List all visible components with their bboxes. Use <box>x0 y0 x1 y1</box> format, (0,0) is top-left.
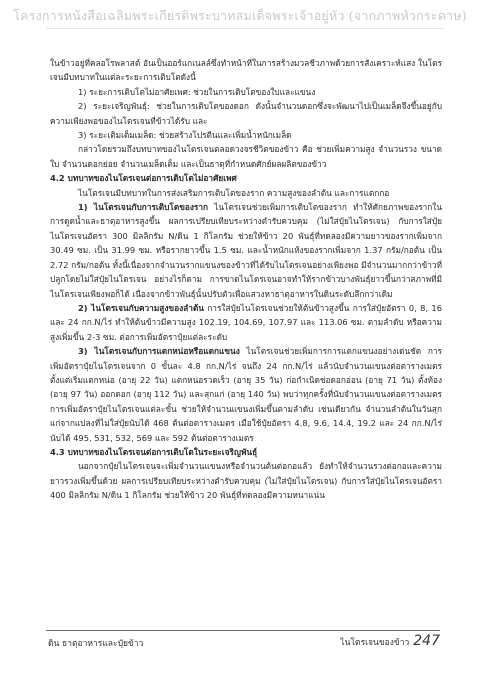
header-divider <box>46 28 444 29</box>
subsection-paragraph <box>50 200 442 301</box>
list-item: 3) ระยะเติมเต็มเมล็ด: ช่วยสร้างโปรตีนและเพิ่มน้ำหนักเมล็ด <box>78 130 292 141</box>
page-number: 247 <box>413 633 440 649</box>
paragraph: กล่าวโดยรวมถึงบทบาทของไนโตรเจนตลอดวงจรชีวิตของข้าว คือ ช่วยเพิ่มความสูง จำนวนรวง ขนาดใบ จำนวนดอกย่อย จำนวนเมล็ดเต็ม และเป็นธาตุที่กำหนดศักย์ผลผลิตของข้าว <box>50 144 442 169</box>
subsection-title: 2) ไนโตรเจนกับความสูงของลำต้น <box>78 302 204 313</box>
paragraph: นอกจากปุ๋ยไนโตรเจนจะเพิ่มจำนวนแขนงหรือจำนวนต้นต่อกอแล้ว ยังทำให้จำนวนรวงต่อกอและความยาวรวงเพิ่มขึ้นด้วย ผลการเปรียบเทียบระหว่างตำรับควบคุม (ไม่ใส่ปุ๋ยไนโตรเจน) กับการใส่ปุ๋ยไนโตรเจนอัตรา 400 มิลลิกรัม N/ดิน 1 กิโลกรัม ช่วยให้ข้าว 20 พันธุ์ที่ทดลองมีความหนาแน่น <box>50 461 442 501</box>
paragraph: ในข้าวอยู่ที่คลอโรพลาสต์ อันเป็นออร์แกเนลล์ซึ่งทำหน้าที่ในการสร้างมวลชีวภาพด้วยการสังเคราะห์แสง ในโตรเจนมีบทบาทในแต่ละระยะการเติบโตดังนี้ <box>50 58 442 83</box>
footer-chapter <box>340 633 440 649</box>
footer-chapter-title: ไนโตรเจนของข้าว <box>340 638 410 648</box>
footer-book-title: ดิน ธาตุอาหารและปุ๋ยข้าว <box>48 639 144 649</box>
subsection-text: ไนโตรเจนช่วยเพิ่มการเติบโตของราก ทำให้ศักยภาพของรากในการดูดน้ำและธาตุอาหารสูงขึ้น ผลการเปรียบเทียบระหว่างตำรับควบคุม (ไม่ใส่ปุ๋ยไนโตรเจน) กับการใส่ปุ๋ยไนโตรเจนอัตรา 300 มิลลิกรัม N/ดิน 1 กิโลกรัม ช่วยให้ข้าว 20 พันธุ์ที่ทดลองมีความยาวของรากเพิ่มจาก 30.49 ซม. เป็น 31.99 ซม. หรือรากยาวขึ้น 1.5 ซม. และน้ำหนักแห้งของรากเพิ่มจาก 1.37 กรัม/กอต้น เป็น 2.72 กรัม/กอต้น ทั้งนี้เนื่องจากจำนวนรากแขนงของข้าวที่ได้รับไนโตรเจนอย่างเพียงพอ มีจำนวนมากกว่าข้าวที่ปลูกโดยไม่ใส่ปุ๋ยไนโตรเจน อย่างไรก็ตาม การขาดไนโตรเจนอาจทำให้รากข้าวบางพันธุ์ยาวขึ้นกว่าสภาพที่มีไนโตรเจนเพียงพอก็ได้ เนื่องจากข้าวพันธุ์นั้นปรับตัวเพื่อแสวงหาธาตุอาหารในดินระดับลึกกว่าเดิม <box>50 202 443 299</box>
paragraph: ไนโตรเจนมีบทบาทในการส่งเสริมการเติบโตของราก ความสูงของลำต้น และการแตกกอ <box>78 187 390 198</box>
list-item: 2) ระยะเจริญพันธุ์: ช่วยในการเติบโตของดอก ดังนั้นจำนวนดอกซึ่งจะพัฒนาไปเป็นเมล็ดจึงขึ้นอยู่กับความเพียงพอของไนโตรเจนที่ข้าวได้รับ และ <box>50 101 442 126</box>
page-footer <box>46 630 440 651</box>
section-heading: 4.3 บทบาทของไนโตรเจนต่อการเติบโตในระยะเจริญพันธุ์ <box>50 446 258 457</box>
running-header: โครงการหนังสือเฉลิมพระเกียรติพระบาทสมเด็จพระเจ้าอยู่หัว (จากภาพหัวกระดาษ) <box>13 8 467 23</box>
page-body <box>50 56 442 503</box>
subsection-text: การใส่ปุ๋ยไนโตรเจนช่วยให้ต้นข้าวสูงขึ้น การใส่ปุ๋ยอัตรา 0, 8, 16 และ 24 กก.N/ไร่ ทำให้ต้นข้าวมีความสูง 102.19, 104.69, 107.97 และ 113.06 ซม. ตามลำดับ หรือความสูงเพิ่มขึ้น 2-3 ซม. ต่อการเพิ่มอัตราปุ๋ยแต่ละระดับ <box>50 302 442 342</box>
list-item: 1) ระยะการเติบโตไม่อาศัยเพศ: ช่วยในการเติบโตของใบและแขนง <box>78 86 316 97</box>
subsection-paragraph <box>50 344 442 445</box>
subsection-text: ไนโตรเจนช่วยเพิ่มการการแตกแขนงอย่างเด่นชัด การเพิ่มอัตราปุ๋ยไนโตรเจนจาก 0 ขั้นละ 4.8 กก.N/ไร่ จนถึง 24 กก.N/ไร่ แล้วนับจำนวนแขนงต่อตารางเมตร ตั้งแต่เริ่มแตกหน่อ (อายุ 22 วัน) แตกหน่อรวดเร็ว (อายุ 35 วัน) ก่อกำเนิดช่อดอกอ่อน (อายุ 71 วัน) ตั้งท้อง (อายุ 97 วัน) ออกดอก (อายุ 112 วัน) และสุกแก่ (อายุ 140 วัน) พบว่าทุกครั้งที่นับจำนวนแขนงต่อตารางเมตร การเพิ่มอัตราปุ๋ยไนโตรเจนแต่ละขั้น ช่วยให้จำนวนแขนงเพิ่มขึ้นตามลำดับ เช่นเดียวกัน จำนวนลำต้นในวันสุกแก่จากแปลงที่ไม่ใส่ปุ๋ยนับได้ 468 ต้นต่อตารางเมตร เมื่อใช้ปุ๋ยอัตรา 4.8, 9.6, 14.4, 19.2 และ 24 กก.N/ไร่ นับได้ 495, 531, 532, 569 และ 592 ต้นต่อตารางเมตร <box>50 346 442 443</box>
subsection-title: 1) ไนโตรเจนกับการเติบโตของราก <box>78 202 209 213</box>
section-heading: 4.2 บทบาทของไนโตรเจนต่อการเติบโตไม่อาศัยเพศ <box>50 173 237 184</box>
subsection-title: 3) ไนโตรเจนกับการแตกหน่อหรือแตกแขนง <box>78 346 240 357</box>
subsection-paragraph <box>50 301 442 344</box>
